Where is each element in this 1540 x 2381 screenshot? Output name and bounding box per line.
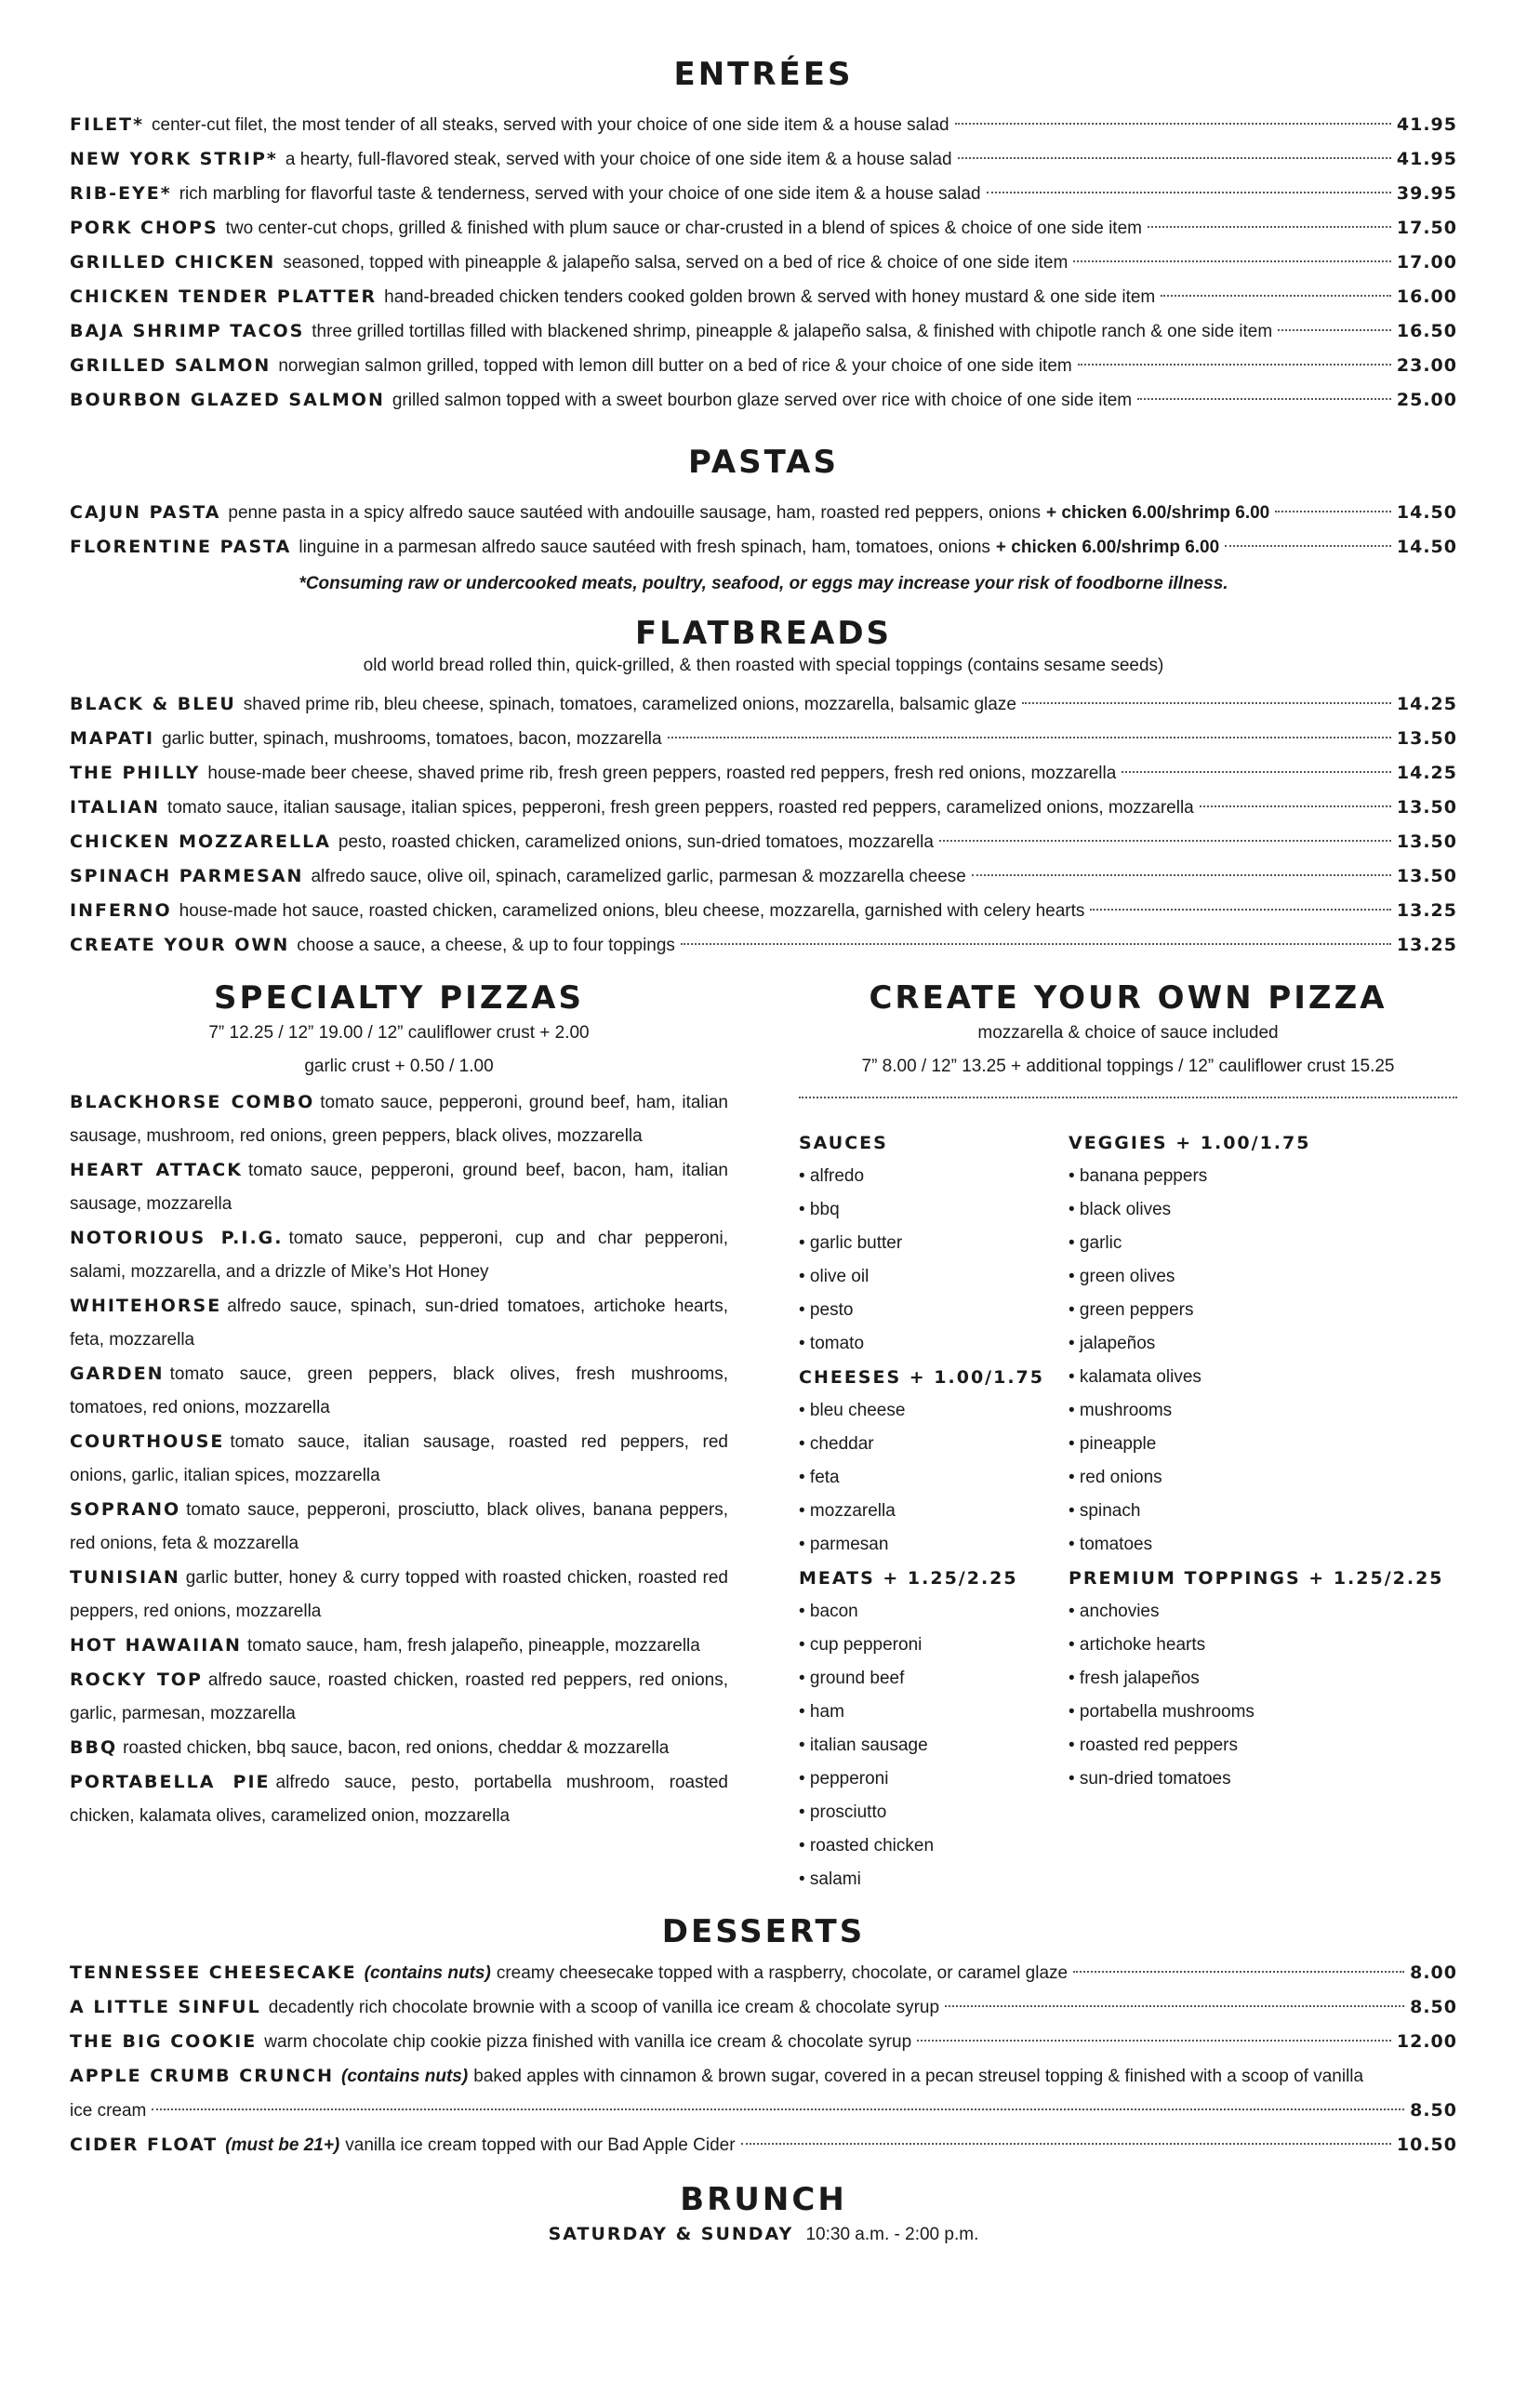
item-desc: two center-cut chops, grilled & finished with plum sauce or char-crusted in a blend of spices & choice of one side item	[225, 219, 1142, 238]
item-name: SPINACH PARMESAN	[70, 866, 304, 886]
item-desc: three grilled tortillas filled with blackened shrimp, pineapple & jalapeño salsa, & finished with chipotle ranch & one side item	[312, 322, 1273, 341]
item-price: 13.25	[1396, 935, 1457, 955]
dot-leader	[1090, 909, 1391, 911]
item-addons: + chicken 6.00/shrimp 6.00	[1045, 503, 1270, 523]
specialty-pizza-item	[70, 1561, 728, 1629]
topping-option: • green peppers	[1069, 1300, 1194, 1320]
topping-option: • pesto	[799, 1300, 854, 1320]
pizza-columns	[70, 979, 1457, 1896]
item-name: FLORENTINE PASTA	[70, 537, 292, 557]
menu-item-row	[70, 280, 1457, 314]
topping-option: • cheddar	[799, 1434, 874, 1454]
menu-page	[70, 56, 1457, 2245]
topping-option: • cup pepperoni	[799, 1635, 923, 1655]
pastas-list	[70, 496, 1457, 565]
meats-head: MEATS + 1.25/2.25	[799, 1568, 1018, 1589]
create-subtitle: mozzarella & choice of sauce included	[977, 1023, 1279, 1043]
sauces-head: SAUCES	[799, 1133, 888, 1153]
item-price: 13.50	[1396, 728, 1457, 749]
pizza-name: SOPRANO	[70, 1499, 181, 1520]
item-desc: alfredo sauce, olive oil, spinach, caramelized garlic, parmesan & mozzarella cheese	[311, 867, 966, 886]
veggies-head: VEGGIES + 1.00/1.75	[1069, 1133, 1311, 1153]
item-desc: warm chocolate chip cookie pizza finished with vanilla ice cream & chocolate syrup	[264, 2032, 912, 2052]
topping-option: • olive oil	[799, 1267, 870, 1286]
menu-item-row	[70, 894, 1457, 928]
topping-option: • green olives	[1069, 1267, 1175, 1286]
specialty-pizza-item	[70, 1357, 728, 1425]
menu-item-row	[70, 349, 1457, 383]
dot-leader	[741, 2143, 1391, 2145]
dot-leader	[958, 157, 1391, 159]
pizza-name: ROCKY TOP	[70, 1669, 203, 1690]
brunch-days: SATURDAY & SUNDAY	[548, 2224, 794, 2244]
pizza-name: HEART ATTACK	[70, 1160, 243, 1180]
specialty-pizza-item	[70, 1731, 728, 1765]
item-price: 12.00	[1396, 2031, 1457, 2052]
dot-leader	[668, 737, 1391, 738]
menu-item-row	[70, 383, 1457, 418]
dot-leader	[1148, 226, 1391, 228]
item-name: GRILLED CHICKEN	[70, 252, 276, 273]
menu-item-row	[70, 756, 1457, 791]
item-name: THE PHILLY	[70, 763, 201, 783]
pizza-desc: tomato sauce, pepperoni, prosciutto, black olives, banana peppers, red onions, feta & mozzarella	[70, 1500, 728, 1553]
options-right	[1069, 1126, 1457, 1896]
specialty-title: SPECIALTY PIZZAS	[214, 979, 584, 1017]
menu-item-row	[70, 496, 1457, 530]
menu-item-row	[70, 246, 1457, 280]
item-price: 8.50	[1410, 1997, 1457, 2017]
item-price: 8.50	[1410, 2100, 1457, 2121]
specialty-pizza-item	[70, 1493, 728, 1561]
topping-option: • anchovies	[1069, 1602, 1160, 1621]
item-addons: + chicken 6.00/shrimp 6.00	[995, 538, 1220, 557]
pizza-name: BBQ	[70, 1737, 118, 1758]
topping-option: • bacon	[799, 1602, 858, 1621]
topping-option: • garlic butter	[799, 1233, 903, 1253]
menu-item-row	[70, 687, 1457, 722]
item-desc: tomato sauce, italian sausage, italian spices, pepperoni, fresh green peppers, roasted red peppers, caramelized onions, mozzarella	[167, 798, 1194, 818]
item-desc: norwegian salmon grilled, topped with lemon dill butter on a bed of rice & your choice of one side item	[278, 356, 1072, 376]
item-desc: house-made hot sauce, roasted chicken, caramelized onions, bleu cheese, mozzarella, garnished with celery hearts	[179, 901, 1085, 921]
item-price: 14.50	[1396, 502, 1457, 523]
dot-leader	[972, 874, 1391, 876]
item-name: CHICKEN MOZZARELLA	[70, 831, 331, 852]
item-desc: penne pasta in a spicy alfredo sauce sautéed with andouille sausage, ham, roasted red peppers, onions	[228, 503, 1041, 523]
dot-leader	[1022, 702, 1391, 704]
specialty-price-line2: garlic crust + 0.50 / 1.00	[304, 1057, 494, 1076]
topping-option: • salami	[799, 1869, 861, 1889]
topping-option: • mushrooms	[1069, 1401, 1173, 1420]
dot-leader	[955, 123, 1391, 125]
menu-item-row	[70, 142, 1457, 177]
item-price: 39.95	[1396, 183, 1457, 204]
item-name: FILET*	[70, 114, 145, 135]
desserts-list	[70, 1956, 1457, 2059]
item-price: 14.25	[1396, 763, 1457, 783]
item-desc: seasoned, topped with pineapple & jalapeño salsa, served on a bed of rice & choice of one side item	[283, 253, 1069, 273]
create-title: CREATE YOUR OWN PIZZA	[869, 979, 1387, 1017]
item-name: A LITTLE SINFUL	[70, 1997, 261, 2017]
pizza-desc: alfredo sauce, spinach, sun-dried tomatoes, artichoke hearts, feta, mozzarella	[70, 1297, 728, 1350]
dessert-cider-row	[70, 2128, 1457, 2162]
item-desc: grilled salmon topped with a sweet bourbon glaze served over rice with choice of one side item	[392, 391, 1133, 410]
topping-option: • bleu cheese	[799, 1401, 906, 1420]
menu-item-row	[70, 211, 1457, 246]
foodborne-notice: *Consuming raw or undercooked meats, poultry, seafood, or eggs may increase your risk of foodborne illness.	[299, 574, 1228, 593]
item-price: 14.25	[1396, 694, 1457, 714]
item-price: 13.50	[1396, 831, 1457, 852]
item-price: 13.50	[1396, 797, 1457, 818]
dot-leader	[152, 2108, 1404, 2110]
menu-item-row	[70, 1956, 1457, 1990]
options-left	[799, 1126, 1069, 1896]
topping-option: • feta	[799, 1468, 840, 1487]
item-price: 25.00	[1396, 390, 1457, 410]
menu-item-row	[70, 1990, 1457, 2025]
pizza-name: BLACKHORSE COMBO	[70, 1092, 315, 1112]
menu-item-row	[70, 791, 1457, 825]
pizza-desc: garlic butter, honey & curry topped with roasted chicken, roasted red peppers, red onions, mozzarella	[70, 1568, 728, 1621]
item-name: PORK CHOPS	[70, 218, 219, 238]
dot-leader	[945, 2005, 1404, 2007]
pizza-name: HOT HAWAIIAN	[70, 1635, 242, 1656]
pizza-desc: tomato sauce, pepperoni, cup and char pepperoni, salami, mozzarella, and a drizzle of Mike’s Hot Honey	[70, 1229, 729, 1282]
topping-option: • artichoke hearts	[1069, 1635, 1206, 1655]
item-name: ITALIAN	[70, 797, 161, 818]
topping-option: • tomatoes	[1069, 1535, 1153, 1554]
item-price: 23.00	[1396, 355, 1457, 376]
dot-leader	[1137, 398, 1391, 400]
topping-options	[799, 1126, 1457, 1896]
dot-leader	[1161, 295, 1391, 297]
item-desc-cont: ice cream	[70, 2101, 147, 2121]
specialty-pizza-item	[70, 1085, 728, 1153]
topping-option: • ham	[799, 1702, 844, 1722]
topping-option: • parmesan	[799, 1535, 889, 1554]
cheeses-list	[799, 1394, 1069, 1562]
pizza-desc: tomato sauce, green peppers, black olives, fresh mushrooms, tomatoes, red onions, mozzarella	[70, 1364, 728, 1417]
item-desc: rich marbling for flavorful taste & tenderness, served with your choice of one side item & a house salad	[179, 184, 981, 204]
item-desc: house-made beer cheese, shaved prime rib, fresh green peppers, roasted red peppers, fresh red onions, mozzarella	[207, 764, 1117, 783]
menu-item-row	[70, 928, 1457, 963]
item-note: (contains nuts)	[364, 1963, 491, 1983]
pizza-name: COURTHOUSE	[70, 1431, 225, 1452]
topping-option: • pineapple	[1069, 1434, 1157, 1454]
brunch-hours: 10:30 a.m. - 2:00 p.m.	[805, 2225, 979, 2244]
pizza-desc: roasted chicken, bbq sauce, bacon, red onions, cheddar & mozzarella	[123, 1738, 670, 1758]
item-name: BOURBON GLAZED SALMON	[70, 390, 385, 410]
specialty-pizza-item	[70, 1663, 728, 1731]
pizza-desc: alfredo sauce, roasted chicken, roasted red peppers, red onions, garlic, parmesan, mozzarella	[70, 1670, 728, 1723]
topping-option: • kalamata olives	[1069, 1367, 1201, 1387]
premium-list	[1069, 1595, 1457, 1796]
item-name: GRILLED SALMON	[70, 355, 272, 376]
meats-list	[799, 1595, 1069, 1896]
menu-item-row	[70, 177, 1457, 211]
dot-leader	[1275, 511, 1391, 512]
item-desc: baked apples with cinnamon & brown sugar, covered in a pecan streusel topping & finished with a scoop of vanilla	[473, 2067, 1364, 2086]
item-desc: hand-breaded chicken tenders cooked golden brown & served with honey mustard & one side item	[384, 287, 1156, 307]
menu-item-row	[70, 825, 1457, 859]
flatbreads-title: FLATBREADS	[634, 615, 893, 652]
item-price: 13.50	[1396, 866, 1457, 886]
item-desc: choose a sauce, a cheese, & up to four toppings	[297, 936, 675, 955]
topping-option: • fresh jalapeños	[1069, 1669, 1200, 1688]
item-desc: a hearty, full-flavored steak, served with your choice of one side item & a house salad	[285, 150, 952, 169]
item-name: RIB-EYE*	[70, 183, 172, 204]
pizza-name: PORTABELLA PIE	[70, 1772, 271, 1792]
specialty-pizzas	[70, 979, 728, 1896]
pizza-desc: tomato sauce, pepperoni, ground beef, bacon, ham, italian sausage, mozzarella	[70, 1161, 729, 1214]
item-desc: center-cut filet, the most tender of all steaks, served with your choice of one side item & a house salad	[152, 115, 949, 135]
veggies-list	[1069, 1160, 1457, 1562]
item-note: (contains nuts)	[341, 2067, 469, 2086]
pastas-title: PASTAS	[688, 444, 839, 481]
pizza-name: TUNISIAN	[70, 1567, 180, 1588]
item-name: THE BIG COOKIE	[70, 2031, 258, 2052]
topping-option: • jalapeños	[1069, 1334, 1156, 1353]
topping-option: • pepperoni	[799, 1769, 889, 1789]
dessert-apple-row2	[70, 2094, 1457, 2128]
dot-leader	[1278, 329, 1391, 331]
item-name: APPLE CRUMB CRUNCH	[70, 2066, 335, 2086]
topping-option: • garlic	[1069, 1233, 1122, 1253]
dot-leader	[1073, 260, 1391, 262]
topping-option: • ground beef	[799, 1669, 905, 1688]
specialty-price-line1: 7” 12.25 / 12” 19.00 / 12” cauliflower crust + 2.00	[208, 1023, 590, 1043]
item-name: CAJUN PASTA	[70, 502, 221, 523]
dessert-apple-row	[70, 2059, 1457, 2094]
dot-leader	[1122, 771, 1391, 773]
entrees-list	[70, 108, 1457, 418]
pizza-name: NOTORIOUS P.I.G.	[70, 1228, 284, 1248]
brunch-hours-line	[70, 2224, 1457, 2245]
item-desc: garlic butter, spinach, mushrooms, tomatoes, bacon, mozzarella	[162, 729, 662, 749]
topping-option: • alfredo	[799, 1166, 865, 1186]
topping-option: • sun-dried tomatoes	[1069, 1769, 1231, 1789]
topping-option: • black olives	[1069, 1200, 1172, 1219]
item-name: CIDER FLOAT	[70, 2135, 219, 2155]
specialty-pizza-item	[70, 1153, 728, 1221]
pizza-name: WHITEHORSE	[70, 1296, 222, 1316]
flatbreads-list	[70, 687, 1457, 963]
premium-head: PREMIUM TOPPINGS + 1.25/2.25	[1069, 1568, 1444, 1589]
dot-leader	[1200, 805, 1391, 807]
topping-option: • spinach	[1069, 1501, 1141, 1521]
specialty-pizza-item	[70, 1765, 728, 1833]
item-name: BLACK & BLEU	[70, 694, 236, 714]
topping-option: • italian sausage	[799, 1736, 928, 1755]
topping-option: • roasted red peppers	[1069, 1736, 1238, 1755]
topping-option: • tomato	[799, 1334, 865, 1353]
item-name: CREATE YOUR OWN	[70, 935, 290, 955]
specialty-pizza-item	[70, 1289, 728, 1357]
pizza-name: GARDEN	[70, 1363, 165, 1384]
menu-item-row	[70, 530, 1457, 565]
menu-item-row	[70, 2025, 1457, 2059]
specialty-pizza-item	[70, 1221, 728, 1289]
item-name: CHICKEN TENDER PLATTER	[70, 286, 378, 307]
pizza-desc: tomato sauce, ham, fresh jalapeño, pineapple, mozzarella	[246, 1636, 700, 1656]
menu-item-row	[70, 108, 1457, 142]
item-desc: decadently rich chocolate brownie with a scoop of vanilla ice cream & chocolate syrup	[268, 1998, 940, 2017]
item-price: 41.95	[1396, 149, 1457, 169]
item-name: NEW YORK STRIP*	[70, 149, 278, 169]
topping-option: • bbq	[799, 1200, 840, 1219]
specialty-pizza-item	[70, 1425, 728, 1493]
create-your-own-pizza	[799, 979, 1457, 1896]
item-desc: vanilla ice cream topped with our Bad Apple Cider	[345, 2135, 736, 2155]
item-note: (must be 21+)	[225, 2135, 340, 2155]
item-price: 17.50	[1396, 218, 1457, 238]
entrees-title: ENTRÉES	[673, 56, 854, 93]
dot-leader	[987, 192, 1391, 193]
pizza-desc: tomato sauce, pepperoni, ground beef, ham, italian sausage, mushroom, red onions, green peppers, black olives, mozzarella	[70, 1093, 728, 1146]
create-price-line: 7” 8.00 / 12” 13.25 + additional toppings / 12” cauliflower crust 15.25	[861, 1057, 1395, 1076]
specialty-pizza-item	[70, 1629, 728, 1663]
item-name: TENNESSEE CHEESECAKE	[70, 1962, 357, 1983]
dot-leader	[681, 943, 1391, 945]
item-price: 10.50	[1396, 2135, 1457, 2155]
item-price: 41.95	[1396, 114, 1457, 135]
item-price: 17.00	[1396, 252, 1457, 273]
item-desc: linguine in a parmesan alfredo sauce sautéed with fresh spinach, ham, tomatoes, onions	[299, 538, 990, 557]
divider	[799, 1084, 1457, 1098]
topping-option: • red onions	[1069, 1468, 1162, 1487]
topping-option: • roasted chicken	[799, 1836, 935, 1856]
dot-leader	[917, 2040, 1391, 2042]
specialty-list	[70, 1085, 728, 1833]
menu-item-row	[70, 859, 1457, 894]
dot-leader	[939, 840, 1391, 842]
item-price: 14.50	[1396, 537, 1457, 557]
dot-leader	[1078, 364, 1391, 366]
dot-leader	[1073, 1971, 1404, 1973]
desserts-title: DESSERTS	[661, 1913, 866, 1950]
brunch-title: BRUNCH	[680, 2181, 847, 2218]
item-desc: pesto, roasted chicken, caramelized onions, sun-dried tomatoes, mozzarella	[338, 832, 934, 852]
pizza-desc: tomato sauce, italian sausage, roasted red peppers, red onions, garlic, italian spices, mozzarella	[70, 1432, 728, 1485]
topping-option: • banana peppers	[1069, 1166, 1208, 1186]
flatbreads-subtitle: old world bread rolled thin, quick-grilled, & then roasted with special toppings (contains sesame seeds)	[363, 656, 1164, 675]
item-desc: shaved prime rib, bleu cheese, spinach, tomatoes, caramelized onions, mozzarella, balsamic glaze	[243, 695, 1016, 714]
topping-option: • portabella mushrooms	[1069, 1702, 1255, 1722]
cheeses-head: CHEESES + 1.00/1.75	[799, 1367, 1044, 1388]
item-desc: creamy cheesecake topped with a raspberry, chocolate, or caramel glaze	[496, 1963, 1069, 1983]
topping-option: • mozzarella	[799, 1501, 896, 1521]
item-name: MAPATI	[70, 728, 155, 749]
pizza-desc: alfredo sauce, pesto, portabella mushroom, roasted chicken, kalamata olives, caramelized onion, mozzarella	[70, 1773, 728, 1826]
item-price: 13.25	[1396, 900, 1457, 921]
item-name: INFERNO	[70, 900, 172, 921]
topping-option: • prosciutto	[799, 1802, 887, 1822]
item-price: 16.50	[1396, 321, 1457, 341]
menu-item-row	[70, 314, 1457, 349]
dot-leader	[1225, 545, 1391, 547]
item-price: 16.00	[1396, 286, 1457, 307]
item-name: BAJA SHRIMP TACOS	[70, 321, 305, 341]
menu-item-row	[70, 722, 1457, 756]
sauces-list	[799, 1160, 1069, 1361]
item-price: 8.00	[1410, 1962, 1457, 1983]
